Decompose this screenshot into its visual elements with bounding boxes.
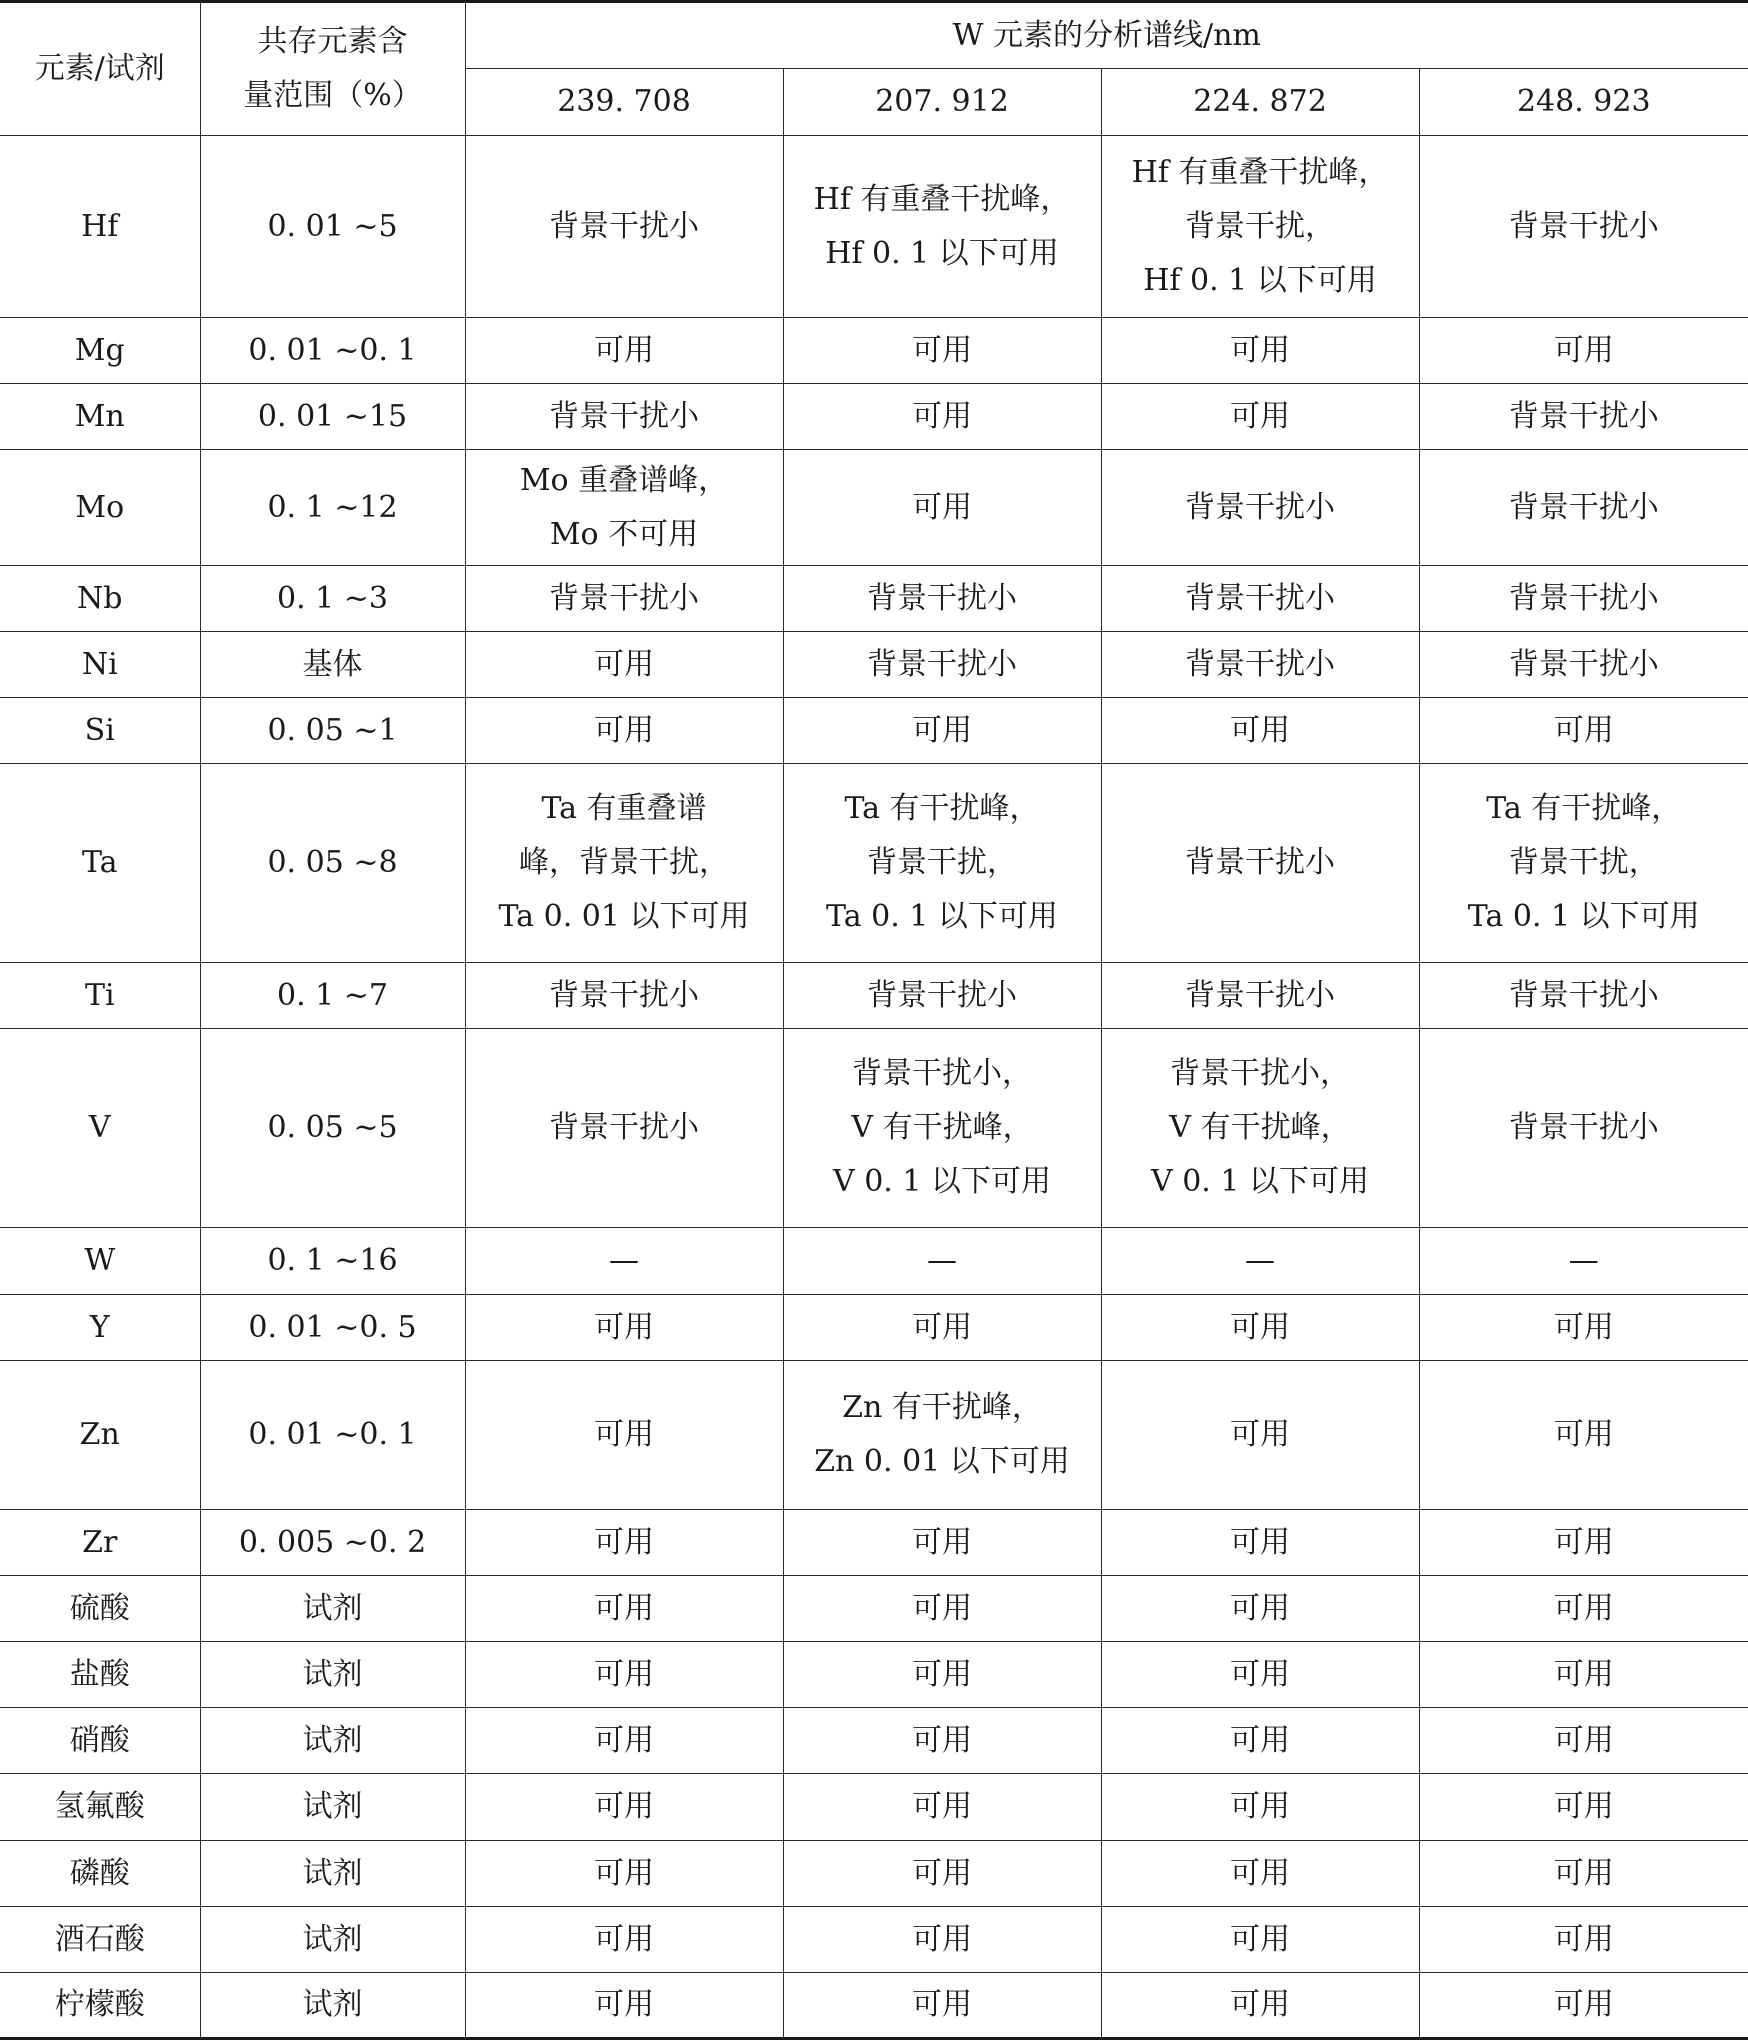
cell-assessment <box>783 1029 1101 1228</box>
cell-assessment-line: 背景干扰小 <box>1185 977 1335 1013</box>
cell-assessment-line: — <box>1568 1243 1599 1278</box>
cell-assessment-line: 可用 <box>1553 1309 1614 1345</box>
cell-assessment <box>1419 1708 1748 1774</box>
cell-assessment <box>783 1973 1101 2039</box>
cell-range: 0. 1 ~12 <box>200 450 465 566</box>
cell-assessment <box>1101 450 1419 566</box>
cell-assessment-line: 可用 <box>594 1855 654 1891</box>
cell-assessment-line: 背景干扰小 <box>1508 489 1659 525</box>
cell-assessment-line: Ta 0. 01 以下可用 <box>498 899 750 934</box>
cell-assessment <box>1419 1774 1748 1841</box>
cell-assessment <box>1419 136 1748 318</box>
cell-element: Mn <box>0 384 200 450</box>
cell-assessment-line: 可用 <box>1553 1987 1614 2022</box>
cell-range: 0. 1 ~16 <box>200 1228 465 1295</box>
cell-element: 硝酸 <box>0 1708 200 1774</box>
table-row <box>0 1510 1748 1576</box>
cell-assessment-line: 背景干扰小 <box>549 398 699 434</box>
header-range <box>200 2 465 136</box>
cell-assessment-line: 背景干扰小 <box>1185 845 1335 880</box>
cell-assessment <box>465 318 783 384</box>
cell-assessment-line: 可用 <box>594 1722 654 1758</box>
cell-assessment <box>1101 1774 1419 1841</box>
table-header <box>0 2 1748 136</box>
cell-range: 0. 05 ~5 <box>200 1029 465 1228</box>
cell-assessment-line: 背景干扰小 <box>1185 580 1335 616</box>
cell-assessment-line: 可用 <box>1230 1309 1290 1345</box>
cell-range: 试剂 <box>200 1907 465 1973</box>
cell-assessment <box>465 1841 783 1907</box>
cell-assessment-line: 可用 <box>1553 1590 1614 1626</box>
cell-element: Mo <box>0 450 200 566</box>
cell-assessment <box>783 1295 1101 1361</box>
cell-assessment-line: 背景干扰小 <box>1508 646 1659 682</box>
cell-assessment-line: 背景干扰小 <box>1508 1110 1659 1145</box>
cell-assessment <box>783 1774 1101 1841</box>
cell-assessment-line: 可用 <box>1553 1656 1614 1692</box>
cell-assessment-line: 可用 <box>1230 1722 1290 1758</box>
cell-range: 0. 05 ~8 <box>200 764 465 963</box>
cell-range: 试剂 <box>200 1841 465 1907</box>
cell-assessment <box>1419 632 1748 698</box>
cell-assessment-line: 可用 <box>912 489 972 525</box>
table-row <box>0 450 1748 566</box>
cell-assessment <box>1419 450 1748 566</box>
cell-assessment <box>1101 1228 1419 1295</box>
table-row <box>0 1029 1748 1228</box>
cell-assessment <box>1101 1576 1419 1642</box>
cell-assessment <box>465 963 783 1029</box>
cell-range: 试剂 <box>200 1774 465 1841</box>
cell-assessment-line: 可用 <box>594 646 654 682</box>
cell-assessment <box>1101 1907 1419 1973</box>
cell-assessment-line: 可用 <box>1230 332 1290 368</box>
cell-range: 试剂 <box>200 1576 465 1642</box>
cell-element: Si <box>0 698 200 764</box>
cell-element: Y <box>0 1295 200 1361</box>
cell-assessment-line: 可用 <box>1230 1417 1290 1452</box>
cell-assessment-line: 可用 <box>594 1590 654 1626</box>
cell-assessment <box>465 1029 783 1228</box>
cell-range: 基体 <box>200 632 465 698</box>
cell-assessment-line: 可用 <box>1230 712 1290 748</box>
cell-assessment <box>465 1708 783 1774</box>
table-row <box>0 136 1748 318</box>
cell-assessment <box>783 698 1101 764</box>
cell-assessment-line: 可用 <box>912 332 972 368</box>
cell-assessment-line: 背景干扰， <box>1185 208 1335 244</box>
cell-assessment-line: Ta 0. 1 以下可用 <box>826 899 1058 934</box>
cell-assessment-line: 背景干扰小 <box>1508 580 1659 616</box>
cell-assessment-line: 可用 <box>912 398 972 434</box>
cell-assessment <box>1101 136 1419 318</box>
cell-assessment-line: 可用 <box>912 1987 972 2022</box>
cell-assessment-line: — <box>609 1243 639 1278</box>
cell-assessment <box>1101 764 1419 963</box>
cell-assessment-line: 可用 <box>594 1987 654 2022</box>
cell-assessment <box>465 384 783 450</box>
cell-assessment-line: 可用 <box>1553 1722 1614 1758</box>
cell-assessment-line: 背景干扰， <box>1508 845 1659 880</box>
cell-assessment-line: 可用 <box>1230 1987 1290 2022</box>
cell-element: 硫酸 <box>0 1576 200 1642</box>
cell-assessment-line: 可用 <box>912 1855 972 1891</box>
table-row <box>0 1576 1748 1642</box>
cell-assessment <box>783 1907 1101 1973</box>
cell-assessment <box>1419 1642 1748 1708</box>
cell-assessment <box>465 1361 783 1510</box>
cell-assessment <box>465 1774 783 1841</box>
cell-assessment-line: 可用 <box>912 1309 972 1345</box>
cell-assessment-line: 可用 <box>1553 712 1614 748</box>
table-row <box>0 764 1748 963</box>
cell-range: 0. 1 ~3 <box>200 566 465 632</box>
table-row <box>0 1295 1748 1361</box>
cell-assessment <box>783 318 1101 384</box>
cell-range: 0. 005 ~0. 2 <box>200 1510 465 1576</box>
cell-assessment <box>1419 963 1748 1029</box>
cell-assessment <box>465 1642 783 1708</box>
cell-assessment-line: 可用 <box>1553 1921 1614 1957</box>
cell-range: 0. 01 ~0. 1 <box>200 318 465 384</box>
header-wavelength: 239. 708 <box>465 69 783 136</box>
cell-element: 盐酸 <box>0 1642 200 1708</box>
cell-assessment-line: Ta 0. 1 以下可用 <box>1467 899 1700 934</box>
cell-assessment-line: 可用 <box>912 1590 972 1626</box>
cell-element: Zr <box>0 1510 200 1576</box>
cell-assessment <box>1101 632 1419 698</box>
cell-assessment-line: 背景干扰小 <box>1508 208 1659 244</box>
cell-element: 氢氟酸 <box>0 1774 200 1841</box>
cell-element: 磷酸 <box>0 1841 200 1907</box>
cell-assessment-line: 可用 <box>594 1417 654 1452</box>
cell-range: 试剂 <box>200 1973 465 2039</box>
cell-assessment <box>783 1510 1101 1576</box>
cell-range: 0. 1 ~7 <box>200 963 465 1029</box>
cell-element: V <box>0 1029 200 1228</box>
cell-element: W <box>0 1228 200 1295</box>
cell-assessment-line: 可用 <box>594 332 654 368</box>
cell-assessment <box>1419 384 1748 450</box>
cell-assessment-line: 可用 <box>594 1656 654 1692</box>
cell-assessment <box>465 1973 783 2039</box>
cell-assessment-line: Ta 有干扰峰， <box>844 791 1040 826</box>
cell-assessment <box>1101 1295 1419 1361</box>
cell-assessment <box>783 1708 1101 1774</box>
cell-assessment-line: 背景干扰小 <box>867 977 1017 1013</box>
cell-assessment-line: 可用 <box>1553 1855 1614 1891</box>
cell-assessment <box>1101 384 1419 450</box>
cell-range: 0. 01 ~0. 1 <box>200 1361 465 1510</box>
cell-assessment-line: 背景干扰小 <box>1508 398 1659 434</box>
cell-assessment-line: Hf 0. 1 以下可用 <box>825 235 1059 271</box>
cell-assessment <box>1419 1228 1748 1295</box>
cell-assessment <box>783 1841 1101 1907</box>
cell-assessment <box>1101 963 1419 1029</box>
cell-assessment <box>465 1576 783 1642</box>
cell-assessment <box>1101 698 1419 764</box>
cell-assessment-line: Hf 有重叠干扰峰， <box>813 181 1071 217</box>
table-row <box>0 1907 1748 1973</box>
cell-assessment-line: 可用 <box>1553 1524 1614 1560</box>
cell-assessment <box>1101 1973 1419 2039</box>
cell-assessment-line: Mo 重叠谱峰， <box>519 462 729 498</box>
cell-assessment <box>1101 566 1419 632</box>
cell-assessment-line: 可用 <box>1230 1789 1290 1824</box>
cell-assessment-line: V 0. 1 以下可用 <box>833 1164 1051 1199</box>
cell-assessment-line: 背景干扰小 <box>1185 646 1335 682</box>
cell-assessment-line: 可用 <box>594 712 654 748</box>
cell-assessment-line: 可用 <box>912 1921 972 1957</box>
cell-element: Zn <box>0 1361 200 1510</box>
cell-assessment <box>783 136 1101 318</box>
cell-assessment <box>783 450 1101 566</box>
table-row <box>0 566 1748 632</box>
table-row <box>0 384 1748 450</box>
cell-assessment-line: Ta 有重叠谱 <box>541 791 707 826</box>
cell-assessment <box>1101 1708 1419 1774</box>
cell-assessment <box>465 450 783 566</box>
cell-assessment <box>465 566 783 632</box>
cell-assessment-line: 背景干扰小， <box>852 1056 1032 1091</box>
cell-assessment <box>783 632 1101 698</box>
cell-assessment-line: 背景干扰小 <box>1508 977 1659 1013</box>
cell-assessment <box>1419 1510 1748 1576</box>
cell-assessment <box>1419 1907 1748 1973</box>
table-row <box>0 318 1748 384</box>
cell-assessment <box>783 1361 1101 1510</box>
header-element: 元素/试剂 <box>0 2 200 136</box>
cell-assessment <box>1101 1642 1419 1708</box>
cell-range: 试剂 <box>200 1708 465 1774</box>
cell-assessment-line: 可用 <box>594 1309 654 1345</box>
cell-assessment <box>783 384 1101 450</box>
cell-assessment <box>1101 318 1419 384</box>
table-row <box>0 1774 1748 1841</box>
cell-assessment-line: 背景干扰小 <box>549 977 699 1013</box>
cell-assessment-line: 背景干扰小 <box>867 580 1017 616</box>
cell-assessment-line: 可用 <box>1230 1656 1290 1692</box>
cell-assessment <box>1419 1973 1748 2039</box>
cell-assessment-line: 可用 <box>1230 1921 1290 1957</box>
cell-assessment-line: Ta 有干扰峰， <box>1486 791 1682 826</box>
table-row <box>0 1361 1748 1510</box>
table-row <box>0 698 1748 764</box>
header-range-line-2: 量范围（%） <box>243 78 422 113</box>
cell-range: 0. 01 ~0. 5 <box>200 1295 465 1361</box>
cell-assessment-line: 可用 <box>912 1722 972 1758</box>
cell-assessment-line: Mo 不可用 <box>549 516 699 552</box>
table-row <box>0 1708 1748 1774</box>
cell-assessment <box>1101 1029 1419 1228</box>
cell-assessment-line: 可用 <box>1230 1590 1290 1626</box>
cell-element: Ni <box>0 632 200 698</box>
header-wavelength: 207. 912 <box>783 69 1101 136</box>
cell-assessment-line: V 有干扰峰， <box>851 1110 1033 1145</box>
cell-assessment <box>1101 1510 1419 1576</box>
cell-element: Nb <box>0 566 200 632</box>
cell-assessment <box>465 698 783 764</box>
cell-assessment <box>1419 1361 1748 1510</box>
cell-assessment-line: 可用 <box>912 712 972 748</box>
cell-assessment-line: 背景干扰， <box>867 845 1017 880</box>
cell-element: Ta <box>0 764 200 963</box>
cell-assessment <box>783 1576 1101 1642</box>
cell-assessment-line: 可用 <box>594 1921 654 1957</box>
cell-assessment <box>1419 318 1748 384</box>
cell-assessment <box>783 566 1101 632</box>
cell-range: 试剂 <box>200 1642 465 1708</box>
cell-assessment-line: 可用 <box>1553 1789 1614 1824</box>
cell-assessment <box>465 136 783 318</box>
cell-assessment <box>465 1907 783 1973</box>
cell-assessment <box>783 963 1101 1029</box>
cell-assessment <box>1419 764 1748 963</box>
cell-assessment <box>1419 1576 1748 1642</box>
cell-assessment-line: 背景干扰小 <box>549 208 699 244</box>
cell-assessment-line: 可用 <box>1230 1524 1290 1560</box>
cell-assessment <box>465 1510 783 1576</box>
cell-assessment-line: 背景干扰小， <box>1170 1056 1350 1091</box>
cell-assessment <box>1419 1841 1748 1907</box>
cell-assessment <box>783 1228 1101 1295</box>
header-wavelength: 224. 872 <box>1101 69 1419 136</box>
cell-assessment-line: Zn 0. 01 以下可用 <box>814 1444 1070 1479</box>
cell-assessment-line: 可用 <box>1553 332 1614 368</box>
header-range-line-1: 共存元素含 <box>257 24 408 59</box>
cell-assessment-line: 可用 <box>912 1524 972 1560</box>
cell-assessment <box>465 1228 783 1295</box>
cell-assessment <box>1419 698 1748 764</box>
cell-assessment <box>1419 1295 1748 1361</box>
cell-assessment-line: — <box>1245 1243 1275 1278</box>
cell-assessment <box>465 764 783 963</box>
cell-assessment-line: Hf 有重叠干扰峰， <box>1131 154 1389 190</box>
cell-assessment-line: 可用 <box>1230 1855 1290 1891</box>
cell-assessment <box>465 632 783 698</box>
cell-assessment-line: Hf 0. 1 以下可用 <box>1143 262 1377 298</box>
cell-element: 酒石酸 <box>0 1907 200 1973</box>
cell-range: 0. 01 ~15 <box>200 384 465 450</box>
cell-assessment <box>1419 1029 1748 1228</box>
cell-assessment-line: 背景干扰小 <box>1185 489 1335 525</box>
cell-assessment-line: 可用 <box>594 1524 654 1560</box>
cell-assessment-line: V 有干扰峰， <box>1169 1110 1351 1145</box>
cell-element: Ti <box>0 963 200 1029</box>
header-wavelength: 248. 923 <box>1419 69 1748 136</box>
cell-assessment <box>1419 566 1748 632</box>
table-body <box>0 136 1748 2039</box>
cell-assessment <box>1101 1841 1419 1907</box>
table-row <box>0 963 1748 1029</box>
table-row <box>0 1228 1748 1295</box>
cell-assessment-line: 可用 <box>912 1656 972 1692</box>
table-row <box>0 632 1748 698</box>
cell-assessment-line: V 0. 1 以下可用 <box>1151 1164 1369 1199</box>
cell-assessment-line: 可用 <box>912 1789 972 1824</box>
cell-assessment-line: Zn 有干扰峰， <box>842 1390 1042 1425</box>
cell-range: 0. 01 ~5 <box>200 136 465 318</box>
table-row <box>0 1841 1748 1907</box>
cell-assessment <box>465 1295 783 1361</box>
cell-assessment-line: 可用 <box>1553 1417 1614 1452</box>
cell-element: 柠檬酸 <box>0 1973 200 2039</box>
cell-range: 0. 05 ~1 <box>200 698 465 764</box>
cell-assessment-line: 峰，背景干扰， <box>519 845 729 880</box>
table-row <box>0 1642 1748 1708</box>
cell-assessment-line: 背景干扰小 <box>549 580 699 616</box>
cell-element: Mg <box>0 318 200 384</box>
cell-assessment <box>1101 1361 1419 1510</box>
cell-assessment-line: 可用 <box>594 1789 654 1824</box>
cell-element: Hf <box>0 136 200 318</box>
cell-assessment <box>783 1642 1101 1708</box>
header-wavelength-group: W 元素的分析谱线/nm <box>465 2 1748 69</box>
cell-assessment <box>783 764 1101 963</box>
table-row <box>0 1973 1748 2039</box>
cell-assessment-line: 背景干扰小 <box>867 646 1017 682</box>
cell-assessment-line: — <box>927 1243 957 1278</box>
cell-assessment-line: 背景干扰小 <box>549 1110 699 1145</box>
cell-assessment-line: 可用 <box>1230 398 1290 434</box>
